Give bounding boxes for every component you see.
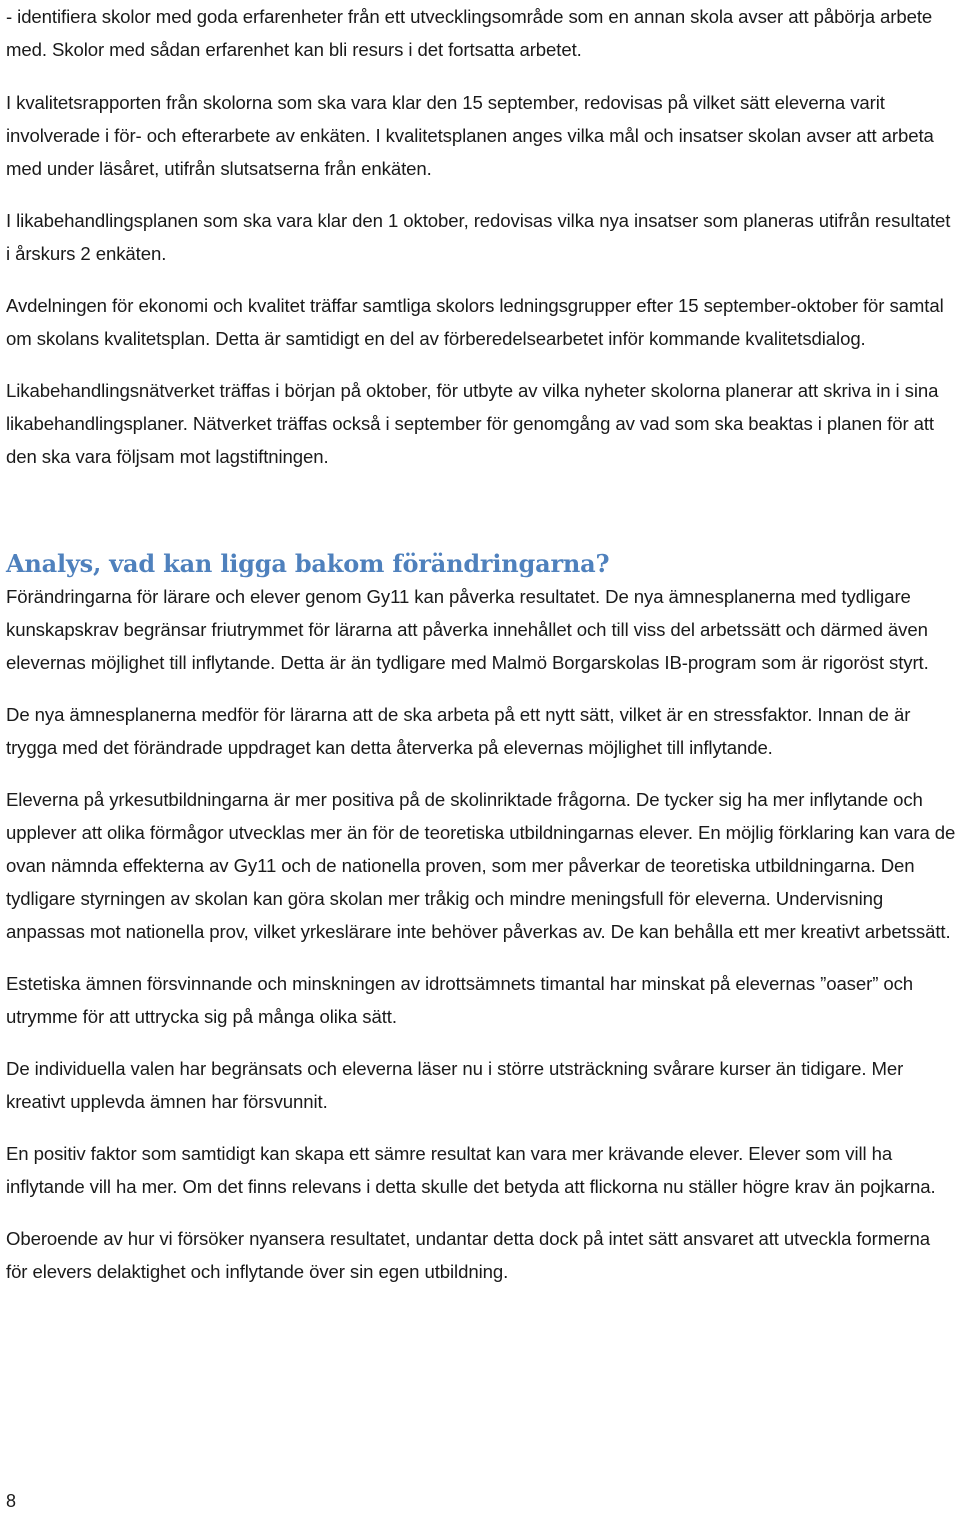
paragraph-gy11-changes: Förändringarna för lärare och elever genom Gy11 kan påverka resultatet. De nya ämnesplanerna med tydligare kunskapskrav begränsar friutrymmet för lärarna att påverka innehållet och till viss del arbetssätt och därmed även elevernas möjlighet till inflytande. Detta är än tydligare med Malmö Borgarskolas IB-program som är rigoröst styrt. [6,586,929,673]
paragraph-new-subject-plans: De nya ämnesplanerna medför för lärarna att de ska arbeta på ett nytt sätt, vilket är en stressfaktor. Innan de är trygga med det förändrade uppdraget kan detta återverka på elevernas möjlighet till inflytande. [6,704,911,758]
section-heading-analysis: Analys, vad kan ligga bakom förändringarna? [6,549,610,578]
paragraph-equal-treatment-plan: I likabehandlingsplanen som ska vara klar den 1 oktober, redovisas vilka nya insatser som planeras utifrån resultatet i årskurs 2 enkäten. [6,210,951,264]
paragraph-aesthetic-subjects: Estetiska ämnen försvinnande och minskningen av idrottsämnets timantal har minskat på elevernas ”oaser” och utrymme för att uttrycka sig på många olika sätt. [6,973,914,1027]
paragraph-individual-choices: De individuella valen har begränsats och eleverna läser nu i större utsträckning svårare kurser än tidigare. Mer kreativt upplevda ämnen har försvunnit. [6,1058,904,1112]
paragraph-economy-department: Avdelningen för ekonomi och kvalitet träffar samtliga skolors ledningsgrupper efter 15 september-oktober för samtal om skolans kvalitetsplan. Detta är samtidigt en del av förberedelsearbetet inför kommande kvalitetsdialog. [6,295,944,349]
paragraph-equal-treatment-network: Likabehandlingsnätverket träffas i början på oktober, för utbyte av vilka nyheter skolorna planerar att skriva in i sina likabehandlingsplaner. Nätverket träffas också i september för genomgång av vad som ska beaktas i planen för att den ska vara följsam mot lagstiftningen. [6,380,939,467]
paragraph-identify-schools: - identifiera skolor med goda erfarenheter från ett utvecklingsområde som en annan skola avser att påbörja arbete med. Skolor med sådan erfarenhet kan bli resurs i det fortsatta arbetet. [6,6,933,60]
paragraph-vocational-students: Eleverna på yrkesutbildningarna är mer positiva på de skolinriktade frågorna. De tycker sig ha mer inflytande och upplever att olika förmågor utvecklas mer än för de teoretiska utbildningarnas elever. En möjlig förklaring kan vara de ovan nämnda effekterna av Gy11 och de nationella proven, som mer påverkar de teoretiska utbildningarna. Den tydligare styrningen av skolan kan göra skolan mer tråkig och mindre meningsfull för eleverna. Undervisning anpassas mot nationella prov, vilket yrkeslärare inte behöver påverkas av. De kan behålla ett mer kreativt arbetssätt. [6,789,956,942]
paragraph-responsibility: Oberoende av hur vi försöker nyansera resultatet, undantar detta dock på intet sätt ansvaret att utveckla formerna för elevers delaktighet och inflytande över sin egen utbildning. [6,1228,930,1282]
page-number: 8 [6,1491,17,1511]
paragraph-quality-report: I kvalitetsrapporten från skolorna som ska vara klar den 15 september, redovisas på vilket sätt eleverna varit involverade i för- och efterarbete av enkäten. I kvalitetsplanen anges vilka mål och insatser skolan avser att arbeta med under läsåret, utifrån slutsatserna från enkäten. [6,92,934,179]
document-page [6,0,956,1288]
paragraph-demanding-students: En positiv faktor som samtidigt kan skapa ett sämre resultat kan vara mer krävande elever. Elever som vill ha inflytande vill ha mer. Om det finns relevans i detta skulle det betyda att flickorna nu ställer högre krav än pojkarna. [6,1143,936,1197]
